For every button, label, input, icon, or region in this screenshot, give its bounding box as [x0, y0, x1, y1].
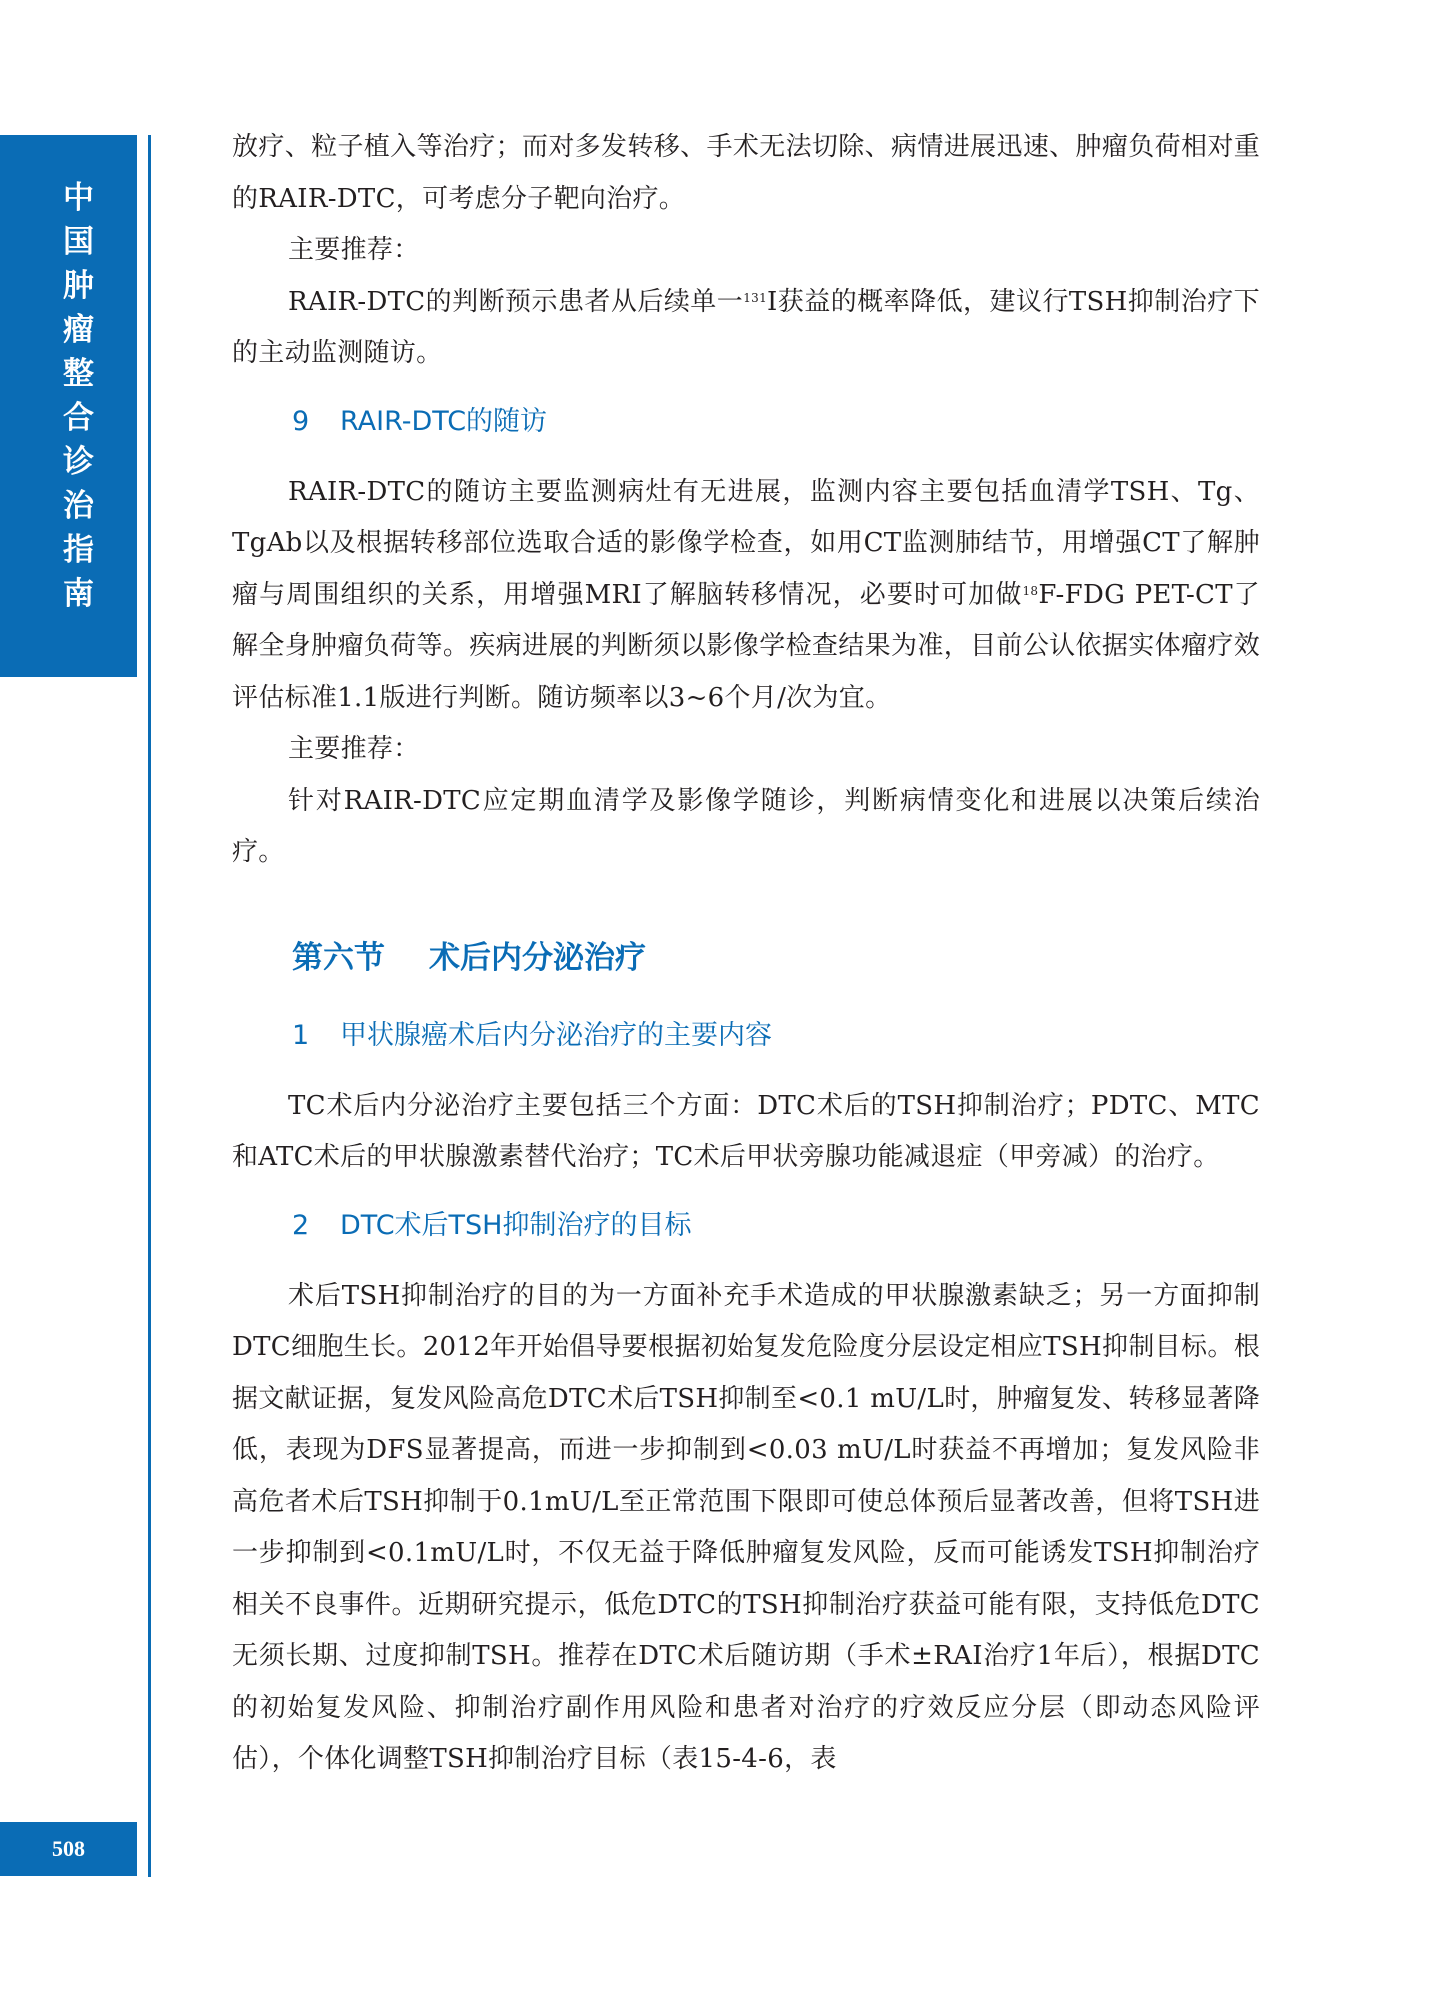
section-heading: 第六节 术后内分泌治疗	[292, 939, 646, 976]
book-title-char: 治	[63, 488, 94, 524]
isotope-superscript: 131	[743, 290, 768, 305]
book-title-char: 诊	[63, 444, 94, 480]
recommendation-text: 针对RAIR-DTC应定期血清学及影像学随诊，判断病情变化和进展以决策后续治疗。	[232, 785, 1260, 867]
book-title-char: 整	[63, 356, 94, 392]
isotope-superscript: 18	[1022, 583, 1039, 598]
book-title-char: 合	[63, 400, 94, 436]
book-title-char: 南	[63, 576, 94, 612]
recommendation-text: RAIR-DTC的判断预示患者从后续单一$^{131}$I获益的概率降低，建议行TSH抑制治疗下的主动监测随访。	[232, 286, 1260, 368]
book-title-char: 国	[63, 224, 94, 260]
paragraph: RAIR-DTC的随访主要监测病灶有无进展，监测内容主要包括血清学TSH、Tg、TgAb以及根据转移部位选取合适的影像学检查，如用CT监测肺结节，用增强CT了解肿瘤与周围组织的关系，用增强MRI了解脑转移情况，必要时可加做$^{18}$F-FDG PET-CT了解全身肿瘤负荷等。疾病进展的判断须以影像学检查结果为准，目前公认依据实体瘤疗效评估标准1.1版进行判断。随访频率以3~6个月/次为宜。	[232, 476, 1260, 713]
margin-rule	[148, 135, 151, 1877]
recommendation-label: 主要推荐：	[288, 734, 420, 764]
page-content	[232, 122, 1260, 1786]
book-title-char: 瘤	[63, 312, 94, 348]
book-title-vertical	[0, 176, 157, 616]
book-title-char: 指	[63, 532, 94, 568]
page-number: 508	[0, 1822, 137, 1876]
book-title-char: 中	[63, 180, 94, 216]
subheading-1: 1 甲状腺癌术后内分泌治疗的主要内容	[292, 1019, 772, 1051]
book-title-char: 肿	[63, 268, 94, 304]
subheading-9: 9 RAIR-DTC的随访	[292, 405, 548, 437]
recommendation-label: 主要推荐：	[288, 235, 420, 265]
subheading-2: 2 DTC术后TSH抑制治疗的目标	[292, 1209, 692, 1241]
paragraph: 术后TSH抑制治疗的目的为一方面补充手术造成的甲状腺激素缺乏；另一方面抑制DTC细胞生长。2012年开始倡导要根据初始复发危险度分层设定相应TSH抑制目标。根据文献证据，复发风险高危DTC术后TSH抑制至<0.1 mU/L时，肿瘤复发、转移显著降低，表现为DFS显著提高，而进一步抑制到<0.03 mU/L时获益不再增加；复发风险非高危者术后TSH抑制于0.1mU/L至正常范围下限即可使总体预后显著改善，但将TSH进一步抑制到<0.1mU/L时，不仅无益于降低肿瘤复发风险，反而可能诱发TSH抑制治疗相关不良事件。近期研究提示，低危DTC的TSH抑制治疗获益可能有限，支持低危DTC无须长期、过度抑制TSH。推荐在DTC术后随访期（手术±RAI治疗1年后），根据DTC的初始复发风险、抑制治疗副作用风险和患者对治疗的疗效反应分层（即动态风险评估），个体化调整TSH抑制治疗目标（表15-4-6，表	[232, 1280, 1260, 1774]
paragraph: 放疗、粒子植入等治疗；而对多发转移、手术无法切除、病情进展迅速、肿瘤负荷相对重的RAIR-DTC，可考虑分子靶向治疗。	[232, 132, 1260, 214]
paragraph: TC术后内分泌治疗主要包括三个方面：DTC术后的TSH抑制治疗；PDTC、MTC和ATC术后的甲状腺激素替代治疗；TC术后甲状旁腺功能减退症（甲旁减）的治疗。	[232, 1090, 1260, 1172]
